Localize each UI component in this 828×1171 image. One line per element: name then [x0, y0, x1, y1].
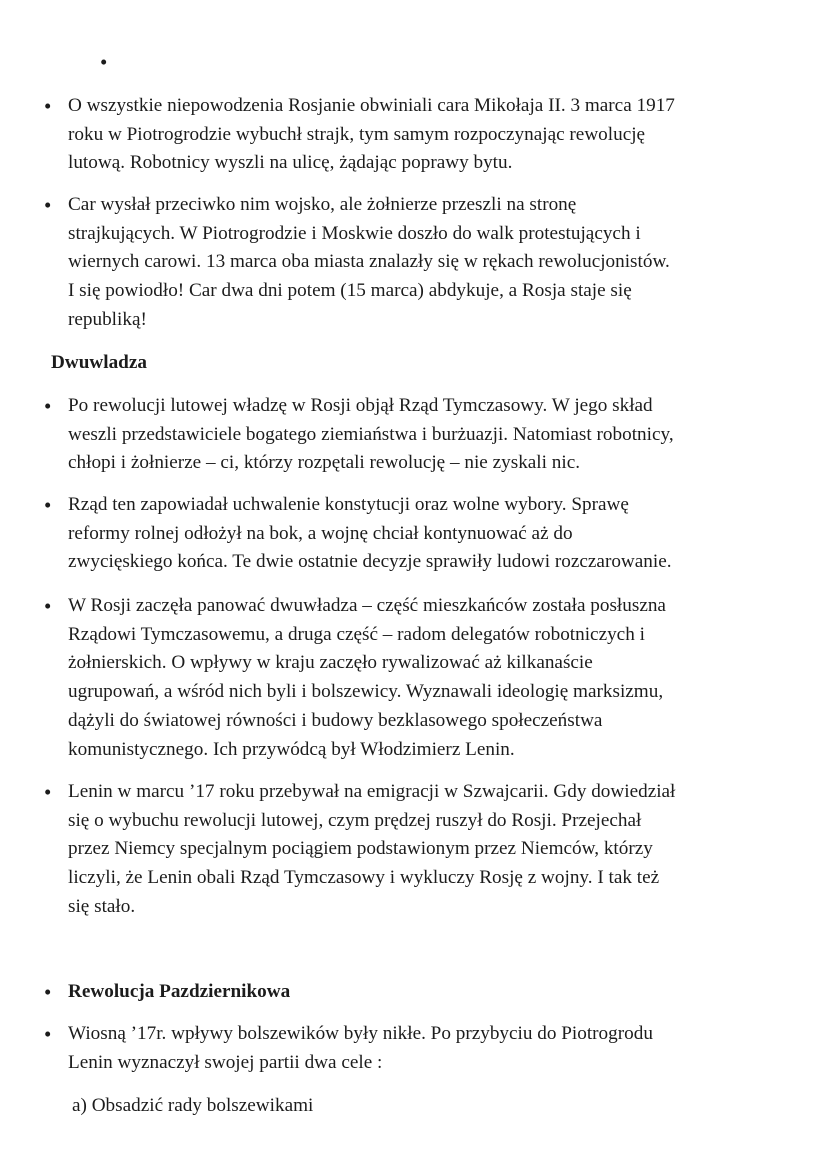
- paragraph-text: [68, 392, 784, 478]
- text-line: komunistycznego. Ich przywódcą był Włodzimierz Lenin.: [68, 738, 515, 760]
- text-line: lutową. Robotnicy wyszli na ulicę, żądając poprawy bytu.: [68, 152, 513, 174]
- text-line: W Rosji zaczęła panować dwuwładza – część mieszkańców została posłuszna: [68, 595, 666, 616]
- text-line: się stało.: [68, 895, 136, 917]
- text-line: zwycięskiego końca. Te dwie ostatnie decyzje sprawiły ludowi rozczarowanie.: [68, 551, 672, 573]
- sub-list-item: a) Obsadzić rady bolszewikami: [72, 1095, 314, 1116]
- text-line: Wiosną ’17r. wpływy bolszewików były nikłe. Po przybyciu do Piotrogrodu: [68, 1023, 653, 1044]
- section-heading-dwuwladza: Dwuwladza: [51, 352, 147, 373]
- text-line: roku w Piotrogrodzie wybuchł strajk, tym samym rozpoczynając rewolucję: [68, 123, 646, 145]
- text-line: Car wysłał przeciwko nim wojsko, ale żołnierze przeszli na stronę: [68, 194, 577, 215]
- paragraph-text: [68, 491, 784, 577]
- text-line: ugrupowań, a wśród nich byli i bolszewicy. Wyznawali ideologię marksizmu,: [68, 681, 664, 703]
- text-line: dążyli do światowej równości i budowy bezklasowego społeczeństwa: [68, 709, 603, 731]
- bullet-marker: •: [44, 94, 52, 118]
- text-line: Rządowi Tymczasowemu, a druga część – radom delegatów robotniczych i: [68, 623, 645, 645]
- bullet-marker: •: [44, 780, 52, 804]
- text-line: liczyli, że Lenin obali Rząd Tymczasowy i wykluczy Rosję z wojny. I tak też: [68, 867, 660, 889]
- paragraph-text: [68, 191, 784, 335]
- text-line: republiką!: [68, 308, 147, 330]
- bullet-marker: •: [44, 594, 52, 618]
- bullet-marker: •: [44, 193, 52, 217]
- paragraph-text: [68, 1020, 784, 1077]
- paragraph-text: [68, 778, 784, 922]
- list-item: [44, 491, 784, 577]
- text-line: żołnierskich. O wpływy w kraju zaczęło rywalizować aż kilkanaście: [68, 652, 593, 674]
- list-item: [44, 778, 784, 922]
- text-line: Po rewolucji lutowej władzę w Rosji objął Rząd Tymczasowy. W jego skład: [68, 395, 653, 416]
- text-line: Lenin w marcu ’17 roku przebywał na emigracji w Szwajcarii. Gdy dowiedział: [68, 781, 676, 802]
- list-item: [44, 978, 784, 1007]
- empty-bullet: •: [100, 50, 108, 74]
- list-item: [44, 1020, 784, 1077]
- text-line: reformy rolnej odłożył na bok, a wojnę chciał kontynuować aż do: [68, 522, 573, 544]
- list-item: [44, 191, 784, 335]
- bullet-marker: •: [44, 493, 52, 517]
- paragraph-text: [68, 92, 784, 178]
- list-item: [44, 392, 784, 478]
- text-line: Rząd ten zapowiadał uchwalenie konstytucji oraz wolne wybory. Sprawę: [68, 494, 629, 515]
- text-line: Lenin wyznaczył swojej partii dwa cele :: [68, 1051, 383, 1073]
- paragraph-text: [68, 592, 784, 764]
- bullet-marker: •: [44, 394, 52, 418]
- list-item: [44, 592, 784, 764]
- bullet-marker: •: [44, 980, 52, 1004]
- text-line: chłopi i żołnierze – ci, którzy rozpętali rewolucję – nie zyskali nic.: [68, 452, 581, 474]
- text-line: się o wybuchu rewolucji lutowej, czym prędzej ruszył do Rosji. Przejechał: [68, 809, 642, 831]
- text-line: przez Niemcy specjalnym pociągiem podstawionym przez Niemców, którzy: [68, 838, 653, 860]
- text-line: strajkujących. W Piotrogrodzie i Moskwie doszło do walk protestujących i: [68, 222, 641, 244]
- text-line: O wszystkie niepowodzenia Rosjanie obwiniali cara Mikołaja II. 3 marca 1917: [68, 95, 675, 116]
- text-line: I się powiodło! Car dwa dni potem (15 marca) abdykuje, a Rosja staje się: [68, 280, 632, 302]
- list-item: [44, 92, 784, 178]
- text-line: weszli przedstawiciele bogatego ziemiaństwa i burżuazji. Natomiast robotnicy,: [68, 423, 674, 445]
- text-line: wiernych carowi. 13 marca oba miasta znalazły się w rękach rewolucjonistów.: [68, 251, 670, 273]
- section-heading-rewolucja: Rewolucja Pazdziernikowa: [68, 981, 291, 1002]
- bullet-marker: •: [44, 1022, 52, 1046]
